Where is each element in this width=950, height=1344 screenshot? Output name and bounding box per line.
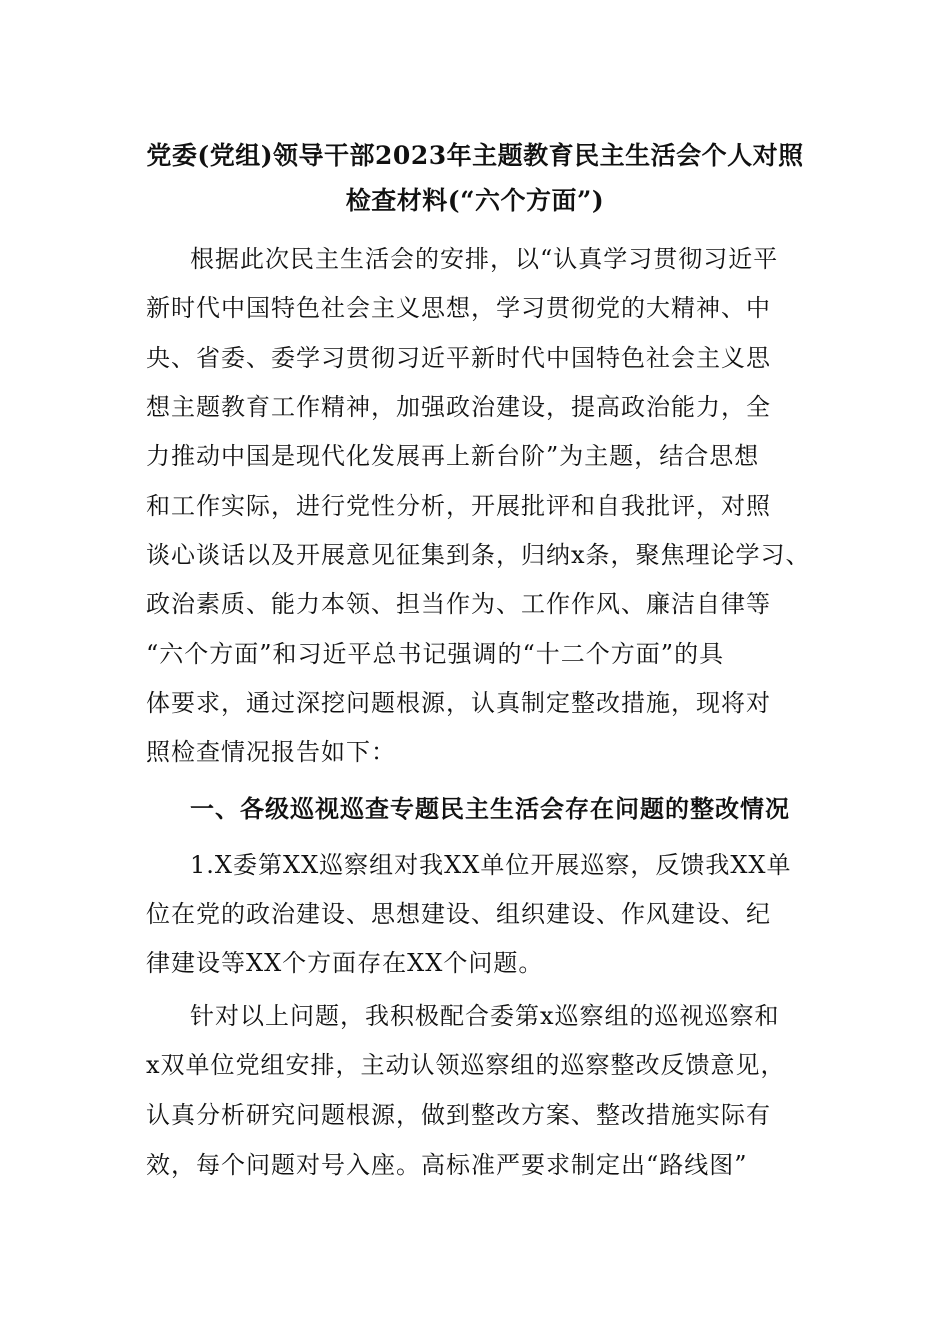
para-2-line-3: 认真分析研究问题根源，做到整改方案、整改措施实际有 (146, 1101, 771, 1129)
intro-line-4: 想主题教育工作精神，加强政治建设，提高政治能力，全 (146, 393, 771, 421)
intro-line-6: 和工作实际，进行党性分析，开展批评和自我批评，对照 (146, 492, 771, 520)
intro-line-1: 根据此次民主生活会的安排，以“认真学习贯彻习近平 (190, 245, 779, 273)
intro-line-3: 央、省委、委学习贯彻习近平新时代中国特色社会主义思 (146, 344, 771, 372)
item-1-line-1: 1.X委第XX巡察组对我XX单位开展巡察，反馈我XX单 (190, 851, 792, 879)
intro-line-11: 照检查情况报告如下： (146, 738, 396, 766)
intro-line-8: 政治素质、能力本领、担当作为、工作作风、廉洁自律等 (146, 590, 771, 618)
intro-line-10: 体要求，通过深挖问题根源，认真制定整改措施，现将对 (146, 689, 771, 717)
para-2-line-4: 效，每个问题对号入座。高标准严要求制定出“路线图” (146, 1151, 748, 1179)
item-1-line-2: 位在党的政治建设、思想建设、组织建设、作风建设、纪 (146, 900, 771, 928)
intro-line-9: “六个方面”和习近平总书记强调的“十二个方面”的具 (146, 640, 725, 668)
para-2-line-2: x双单位党组安排，主动认领巡察组的巡察整改反馈意见， (146, 1051, 786, 1079)
intro-line-7: 谈心谈话以及开展意见征集到条，归纳x条，聚焦理论学习、 (146, 541, 811, 569)
intro-line-2: 新时代中国特色社会主义思想，学习贯彻党的大精神、中 (146, 294, 771, 322)
section-1-heading: 一、各级巡视巡查专题民主生活会存在问题的整改情况 (190, 794, 790, 823)
document-title-line-2: 检查材料(“六个方面”) (345, 186, 605, 215)
document-title-line-1: 党委(党组)领导干部2023年主题教育民主生活会个人对照 (146, 141, 804, 170)
para-2-line-1: 针对以上问题，我积极配合委第x巡察组的巡视巡察和 (190, 1002, 780, 1030)
item-1-line-3: 律建设等XX个方面存在XX个问题。 (146, 949, 544, 977)
intro-line-5: 力推动中国是现代化发展再上新台阶”为主题，结合思想 (146, 442, 760, 470)
